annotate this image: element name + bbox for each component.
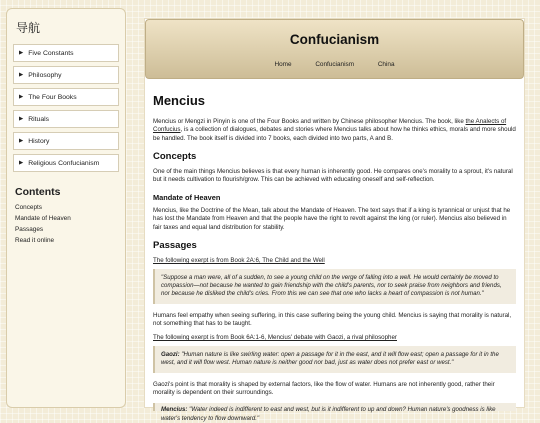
passage2-commentary: Gaozi's point is that morality is shaped by external factors, like the flow of water. Humans are not inherently good, rather their morality is dependent on their surroundings. [153, 380, 495, 397]
intro-text-cont: , is a collection of dialogues, debates and stories where Mencius talks about how he thinks ethics, morals and more should be handled. The book itself is divided into 7 books, each divided into two parts, A and B. [153, 126, 516, 142]
sidebar-item-religious-confucianism[interactable] [13, 154, 119, 172]
sidebar-item-four-books[interactable] [13, 88, 119, 106]
triangle-right-icon: ▶ [19, 138, 24, 144]
sidebar-item-label: Philosophy [28, 71, 62, 79]
main-panel [144, 18, 525, 422]
triangle-right-icon: ▶ [19, 94, 24, 100]
passages-heading: Passages [153, 239, 197, 251]
contents-title: Contents [15, 186, 61, 198]
nav-link-confucianism[interactable]: Confucianism [315, 61, 355, 68]
passage2-quote [153, 346, 516, 372]
nav-link-home[interactable]: Home [274, 61, 292, 68]
contents-link-passages[interactable]: Passages [15, 226, 44, 233]
mandate-paragraph: Mencius, like the Doctrine of the Mean, talk about the Mandate of Heaven. The text says that if a king is tyrannical or unjust that he has lost the Mandate from Heaven and that the people have the right to revolt against the king (or ruler). Mencius also believed in fair taxes and equal land distribution for stability. [153, 206, 511, 231]
mandate-heading: Mandate of Heaven [153, 192, 221, 202]
passage3-quote [153, 403, 516, 422]
sidebar-item-rituals[interactable] [13, 110, 119, 128]
passage2-link[interactable]: The following exerpt is from Book 6A:1-6, Mencius' debate with Gaozi, a rival philosopher [153, 334, 397, 342]
triangle-right-icon: ▶ [19, 50, 24, 56]
sidebar-item-label: Rituals [28, 115, 50, 123]
intro-text: Mencius or Mengzi in Pinyin is one of the Four Books and written by Chinese philosopher Mencius. The book, like [153, 118, 466, 125]
sidebar [6, 8, 126, 408]
sidebar-item-history[interactable] [13, 132, 119, 150]
sidebar-item-label: The Four Books [28, 93, 77, 101]
speaker-mencius: Mencius: [161, 406, 188, 414]
page-header [145, 19, 524, 79]
passage1-commentary: Humans feel empathy when seeing suffering, in this case suffering being the young child. Mencius is saying that morality is natural, not something that has to be taught. [153, 311, 512, 327]
contents-link-read-online[interactable]: Read it online [15, 237, 55, 244]
speaker-gaozi: Gaozi: [161, 351, 180, 359]
sidebar-item-label: Religious Confucianism [28, 159, 100, 167]
contents-link-concepts[interactable]: Concepts [15, 204, 42, 211]
sidebar-item-label: Five Constants [28, 49, 74, 57]
sidebar-title: 导航 [16, 21, 41, 35]
passage1-link[interactable]: The following exerpt is from Book 2A:6, The Child and the Well [153, 256, 325, 264]
contents-link-mandate[interactable]: Mandate of Heaven [15, 215, 71, 222]
top-nav [146, 61, 523, 68]
triangle-right-icon: ▶ [19, 116, 24, 122]
passage1-quote: "Suppose a man were, all of a sudden, to see a young child on the verge of falling into a well. He would certainly be moved to compassion—not because he wanted to gain friendship with the child's parents, nor to seek praise from neighbors and friends, nor because he disliked the child's cries. From this we can see that one who lacks a heart of compassion is not human." [153, 269, 516, 304]
sidebar-item-philosophy[interactable] [13, 66, 119, 84]
nav-link-china[interactable]: China [377, 61, 395, 68]
article-content [145, 79, 524, 422]
triangle-right-icon: ▶ [19, 160, 24, 166]
concepts-paragraph: One of the main things Mencius believes is that every human is inherently good. He compares one's morality to a sprout, it's natural but it needs cultivation to flourish/grow. This can be achieved with educating oneself and self-reflection. [153, 168, 513, 184]
sidebar-item-label: History [28, 137, 50, 145]
sidebar-item-five-constants[interactable] [13, 44, 119, 62]
site-title: Confucianism [289, 32, 380, 47]
concepts-heading: Concepts [153, 151, 197, 163]
passage2-quote-text: "Human nature is like swirling water: open a passage for it in the east, and it will flow east; open a passage for it in the west, and it will flow west. Human nature is neither good nor bad, just as water does not prefer east or west." [161, 351, 499, 367]
page-title: Mencius [153, 93, 206, 108]
passage3-quote-text: "Water indeed is indifferent to east and west, but is it indifferent to up and down? Human nature's goodness is like water's tendency to flow downward." [161, 406, 496, 422]
triangle-right-icon: ▶ [19, 72, 24, 78]
intro-paragraph [153, 118, 516, 143]
analects-link[interactable]: the Analects of Confucius [153, 118, 507, 134]
